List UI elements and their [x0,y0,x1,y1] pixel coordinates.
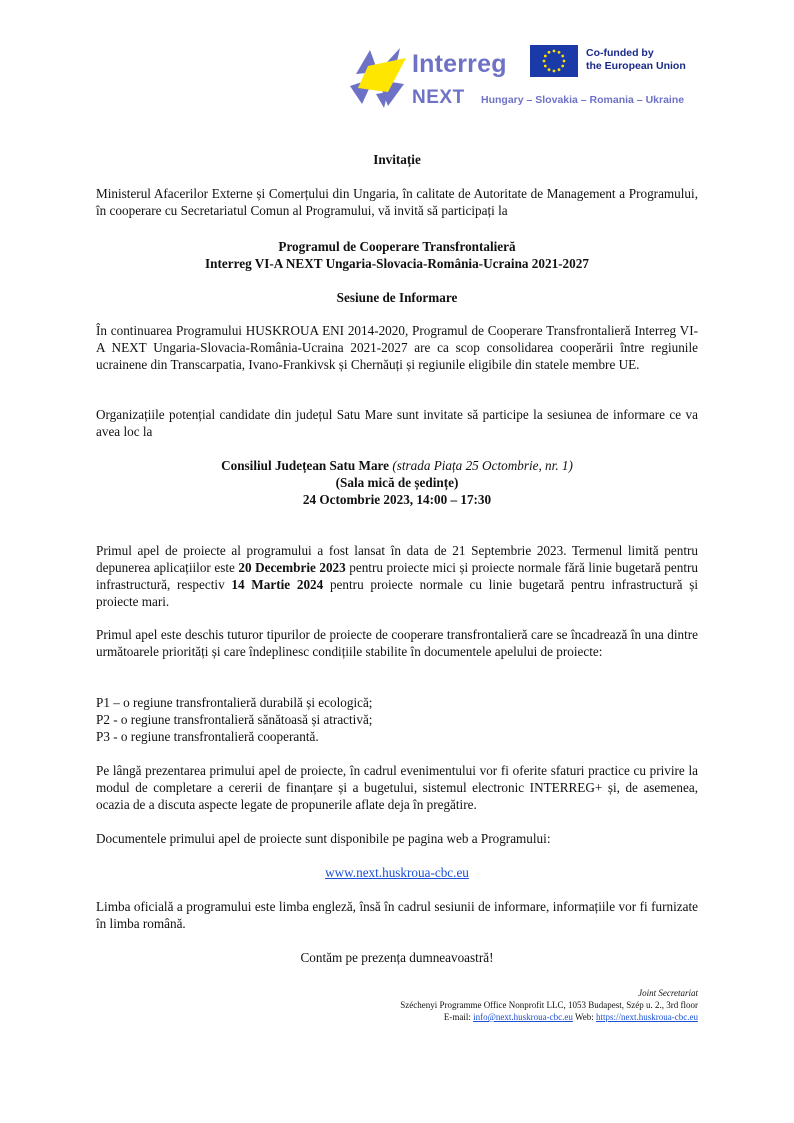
venue-name: Consiliul Județean Satu Mare [221,458,390,473]
priority-item: P1 – o regiune transfrontalieră durabilă și ecologică; [96,695,373,710]
deadline-date-2: 14 Martie 2024 [231,577,324,592]
program-description: În continuarea Programului HUSKROUA ENI 2014-2020, Programul de Cooperare Transfrontalieră Interreg VI-A NEXT Ungaria-Slovacia-România-Ucraina 2021-2027 are ca scop consolidarea cooperării între regiunile ucrainene din Transcarpatia, Ivano-Frankivsk și Chernăuți și regiunile eligibile din statele membre UE. [96,323,698,372]
brand-name: Interreg [412,50,507,78]
footer-contact [400,987,698,1023]
event-details-paragraph: Pe lângă prezentarea primului apel de proiecte, în cadrul evenimentului vor fi oferite sfaturi practice cu privire la modul de completare a cererii de finanțare și a bugetului, sistemul electronic INTERREG+ și, de asemenea, ocazia de a discuta aspecte legate de propunerile aflate deja în pregătire. [96,763,698,812]
language-paragraph: Limba oficială a programului este limba engleză, însă în cadrul sesiunii de informare, informațiile vor fi furnizate în limba română. [96,899,698,931]
venue-address: (strada Piața 25 Octombrie, nr. 1) [392,458,573,473]
deadline-text-c: pentru proiecte normale cu linie bugetară pentru infrastructură și proiecte mari. [96,577,698,609]
email-label: E-mail: [443,1012,474,1022]
footer-web-link[interactable]: https://next.huskroua-cbc.eu [596,1012,698,1022]
footer-address: Széchenyi Programme Office Nonprofit LLC, 1053 Budapest, Szép u. 2., 3rd floor [400,1000,698,1010]
cofunded-line1: Co-funded by [586,47,654,59]
program-name-line2: Interreg VI-A NEXT Ungaria-Slovacia-România-Ucraina 2021-2027 [205,256,589,271]
venue-room: (Sala mică de ședințe) [335,475,459,490]
closing-line: Contăm pe prezența dumneavoastră! [300,950,494,965]
footer-contacts [400,1011,698,1023]
call-deadlines-paragraph [96,542,698,610]
deadline-text-b: pentru proiecte mici și proiecte normale fără linie bugetară pentru infrastructură, respectiv [96,560,698,592]
invitation-paragraph: Organizațiile potențial candidate din județul Satu Mare sunt invitate să participe la sesiunea de informare ce va avea loc la [96,407,698,439]
intro-paragraph: Ministerul Afacerilor Externe și Comerțului din Ungaria, în calitate de Autoritate de Management a Programului, în cooperare cu Secretariatul Comun al Programului, vă invită să participați la [96,186,698,218]
session-title: Sesiune de Informare [336,290,458,305]
invitation-title: Invitație [373,152,421,167]
cofunded-line2: the European Union [586,60,686,72]
footer-secretariat: Joint Secretariat [638,988,698,998]
deadline-text-a: Primul apel de proiecte al programului a fost lansat în data de 21 Septembrie 2023. Termenul limită pentru depunerea aplicațiilor este [96,543,698,575]
interreg-star-logo-icon [348,44,408,108]
deadline-date-1: 20 Decembrie 2023 [238,560,346,575]
header-logos [348,42,698,112]
web-label: Web: [572,1012,597,1022]
website-link[interactable]: www.next.huskroua-cbc.eu [325,865,469,880]
footer-email-link[interactable]: info@next.huskroua-cbc.eu [473,1012,573,1022]
cofunded-text [586,47,686,73]
priority-item: P3 - o regiune transfrontalieră cooperantă. [96,729,319,744]
brand-next: NEXT [412,87,465,108]
venue-line [96,457,698,474]
event-datetime: 24 Octombrie 2023, 14:00 – 17:30 [302,492,492,507]
brand-countries: Hungary – Slovakia – Romania – Ukraine [481,94,685,106]
priorities-intro: Primul apel este deschis tuturor tipurilor de proiecte de cooperare transfrontalieră care se încadrează în una dintre următoarele priorități și care îndeplinesc condițiile stabilite în documentele apelului de proiecte: [96,627,698,659]
priority-item: P2 - o regiune transfrontalieră sănătoasă și atractivă; [96,712,373,727]
program-name-line1: Programul de Cooperare Transfrontalieră [278,239,516,254]
eu-flag-icon [530,45,578,77]
website-line [96,864,698,881]
documents-paragraph: Documentele primului apel de proiecte sunt disponibile pe pagina web a Programului: [96,831,551,846]
